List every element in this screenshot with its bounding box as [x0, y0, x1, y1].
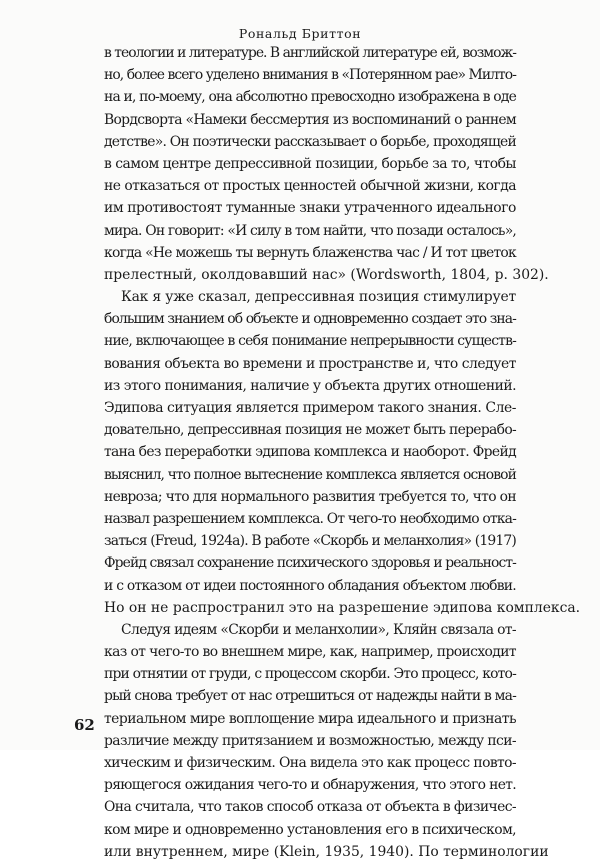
text-line: тана без переработки эдипова комплекса и наоборот. Фрейд — [104, 444, 516, 461]
text-line: не отказаться от простых ценностей обычной жизни, когда — [104, 178, 516, 195]
text-line: Следуя идеям «Скорби и меланхолии», Кляйн связала от- — [121, 621, 516, 638]
text-line: Вордсворта «Намеки бессмертия из воспоминаний о раннем — [104, 111, 516, 128]
text-line: довательно, депрессивная позиция не может быть перерабо- — [104, 422, 516, 439]
text-line: невроза; что для нормального развития требуется то, что он — [104, 488, 516, 505]
body-text — [104, 42, 581, 863]
text-line: вования объекта во времени и пространстве и, что следует — [104, 355, 516, 372]
text-line: но, более всего уделено внимания в «Потерянном рае» Милто- — [104, 67, 516, 84]
text-line: териальном мире воплощение мира идеального и признать — [104, 710, 516, 727]
text-line: Как я уже сказал, депрессивная позиция стимулирует — [121, 289, 516, 306]
text-line: на и, по-моему, она абсолютно превосходно изображена в оде — [104, 89, 516, 106]
text-line: большим знанием об объекте и одновременно создает это зна- — [104, 311, 516, 328]
text-line: ряющегося ожидания чего-то и обнаружения, что этого нет. — [104, 777, 516, 794]
text-line: ние, включающее в себя понимание непрерывности существ- — [104, 333, 516, 350]
text-line: и с отказом от идеи постоянного обладания объектом любви. — [104, 577, 516, 594]
text-line: мира. Он говорит: «И силу в том найти, что позади осталось», — [104, 222, 516, 239]
text-line: им противостоят туманные знаки утраченного идеального — [104, 200, 516, 217]
text-line: каз от чего-то во внешнем мире, как, например, происходит — [104, 644, 516, 661]
text-line: различие между притязанием и возможностью, между пси- — [104, 732, 516, 749]
paragraph — [104, 42, 549, 286]
text-line: детстве». Он поэтически рассказывает о борьбе, проходящей — [104, 133, 516, 150]
text-line: в теологии и литературе. В английской литературе ей, возмож- — [104, 45, 516, 61]
text-line: ком мире и одновременно установления его в психическом, — [104, 821, 516, 838]
running-header: Рональд Бриттон — [238, 26, 362, 41]
text-line: выяснил, что полное вытеснение комплекса является основой — [104, 466, 516, 483]
text-line: заться (Freud, 1924a). В работе «Скорбь и меланхолия» (1917) — [104, 533, 516, 550]
text-line: когда «Не можешь ты вернуть блаженства час / И тот цветок — [104, 244, 516, 261]
text-line: из этого понимания, наличие у объекта других отношений. — [104, 377, 516, 394]
text-line: прелестный, околдовавший нас» (Wordsworth, 1804, p. 302). — [104, 266, 549, 283]
text-line: назвал разрешением комплекса. От чего-то необходимо отка- — [104, 510, 516, 527]
text-line: при отнятии от груди, с процессом скорби. Это процесс, кото- — [104, 666, 516, 683]
text-line: Эдипова ситуация является примером такого знания. Сле- — [104, 400, 516, 416]
paragraph — [104, 619, 549, 863]
text-line: Она считала, что таков способ отказа от объекта в физичес- — [104, 799, 516, 816]
text-line: в самом центре депрессивной позиции, борьбе за то, чтобы — [104, 155, 516, 172]
text-line: Фрейд связал сохранение психического здоровья и реальност- — [104, 555, 516, 572]
text-line: рый снова требует от нас отрешиться от надежды найти в ма- — [104, 688, 516, 705]
page-number: 62 — [74, 716, 95, 734]
paragraph — [104, 286, 581, 619]
text-line: хическим и физическим. Она видела это как процесс повто- — [104, 755, 516, 771]
text-line: Но он не распространил это на разрешение эдипова комплекса. — [104, 599, 581, 616]
text-line: или внутреннем, мире (Klein, 1935, 1940). По терминологии — [104, 843, 549, 860]
